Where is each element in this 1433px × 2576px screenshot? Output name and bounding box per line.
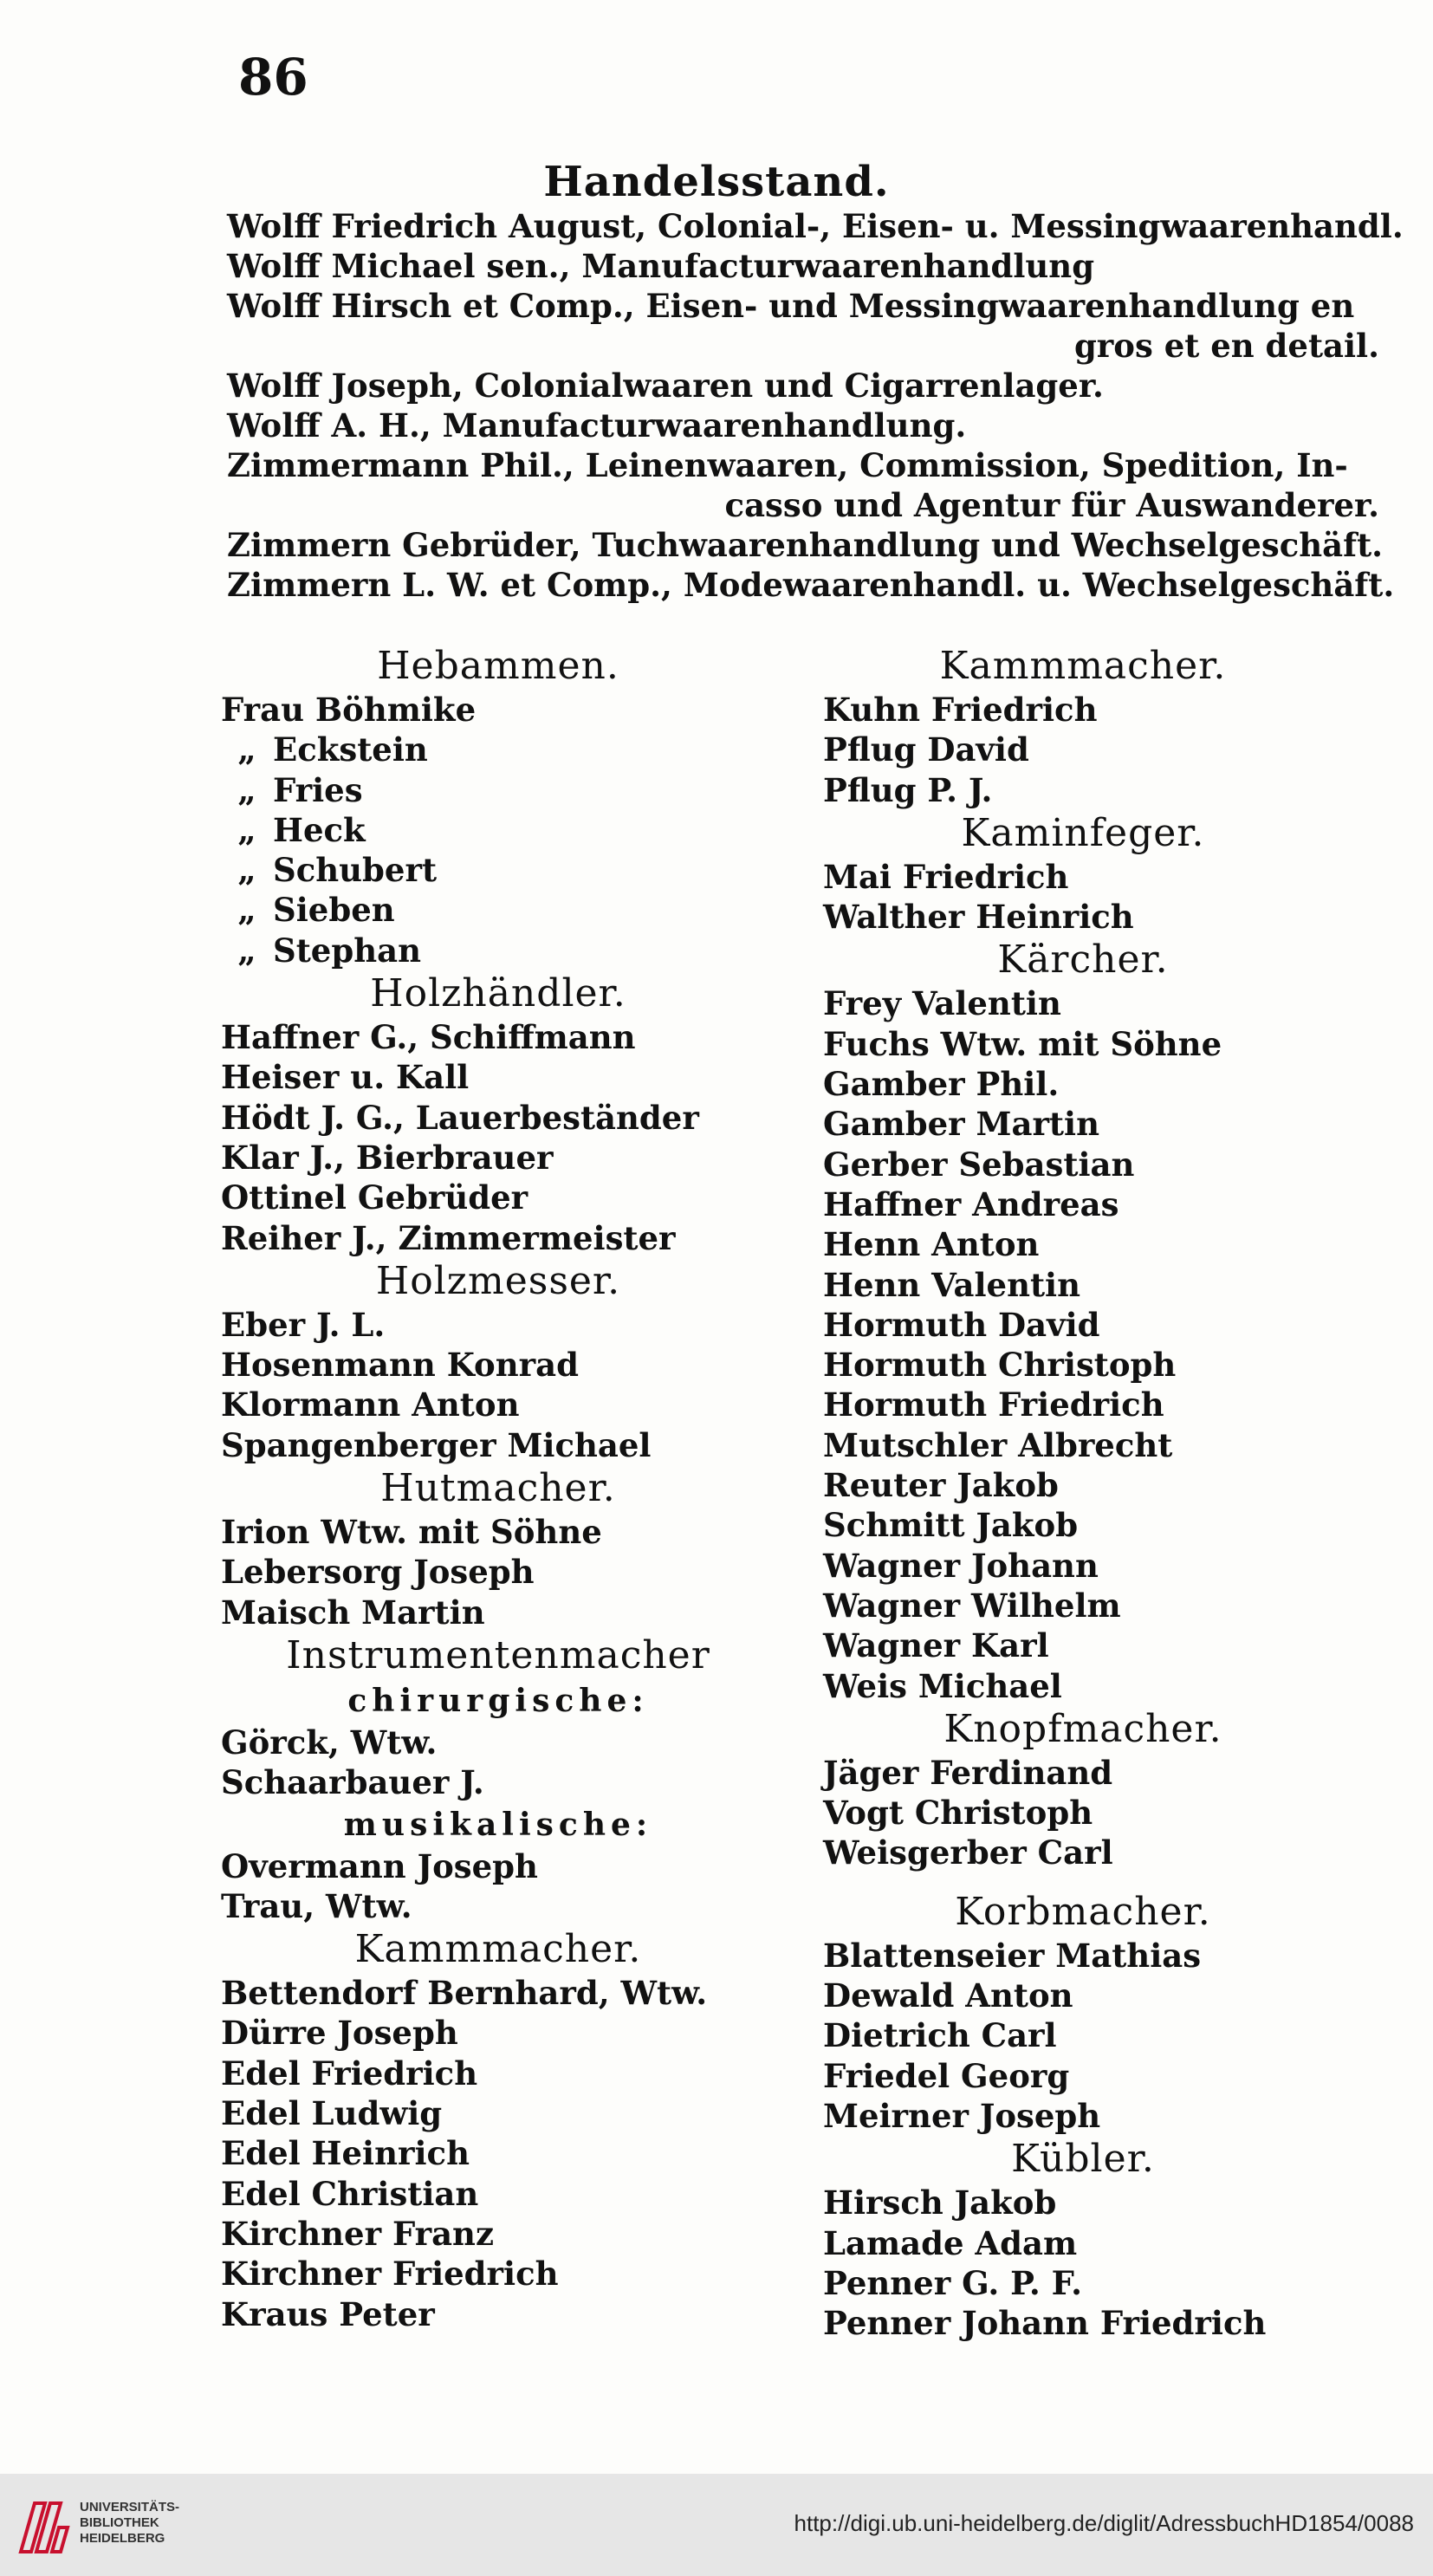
list-item: Hirsch Jakob [823, 2183, 1057, 2222]
list-item: Wolff Hirsch et Comp., Eisen- und Messingwaarenhandlung en [227, 287, 1355, 325]
list-item: Penner Johann Friedrich [823, 2304, 1267, 2343]
list-item: Meirner Joseph [823, 2096, 1101, 2135]
list-item: Kirchner Friedrich [221, 2255, 559, 2294]
list-item: Trau, Wtw. [221, 1886, 412, 1925]
handelsstand-list [227, 206, 1404, 605]
list-item: Dewald Anton [823, 1976, 1073, 2015]
section-heading-kammmacher: Kammmacher. [939, 644, 1227, 688]
list-item: Wagner Wilhelm [823, 1586, 1121, 1625]
list-item: Henn Anton [823, 1225, 1040, 1264]
list-item: Kuhn Friedrich [823, 691, 1098, 729]
list-item: Ottinel Gebrüder [221, 1178, 528, 1217]
left-column [221, 643, 775, 2334]
list-item: Irion Wtw. mit Söhne [221, 1513, 602, 1552]
section-heading-holzmesser: Holzmesser. [375, 1258, 621, 1303]
list-item: Edel Ludwig [221, 2094, 443, 2133]
section-heading-instrumentenmacher: Instrumentenmacher [286, 1632, 710, 1677]
library-name: UNIVERSITÄTS- BIBLIOTHEK HEIDELBERG [80, 2500, 180, 2546]
list-item: Edel Heinrich [221, 2134, 470, 2173]
list-item: Reuter Jakob [823, 1466, 1059, 1505]
list-item: Lamade Adam [823, 2223, 1078, 2262]
list-item: „ Heck [237, 810, 366, 849]
section-heading-korbmacher: Korbmacher. [955, 1889, 1211, 1934]
list-item: Kraus Peter [221, 2294, 435, 2333]
list-item: „ Fries [237, 770, 363, 809]
list-item: Eber J. L. [221, 1305, 386, 1344]
list-item: Bettendorf Bernhard, Wtw. [221, 1974, 708, 2013]
list-item: Klar J., Bierbrauer [221, 1138, 554, 1177]
subheading-chirurgische: chirurgische: [347, 1682, 649, 1719]
list-item: Frau Böhmike [221, 691, 477, 729]
section-heading-hebammen: Hebammen. [377, 644, 619, 688]
list-item: Blattenseier Mathias [823, 1936, 1202, 1975]
list-item: Kirchner Franz [221, 2214, 494, 2253]
list-item: Gamber Phil. [823, 1065, 1060, 1104]
list-item: Wolff Joseph, Colonialwaaren und Cigarrenlager. [227, 367, 1104, 405]
subheading-musikalische: musikalische: [343, 1806, 653, 1843]
source-url-link[interactable]: http://digi.ub.uni-heidelberg.de/diglit/AdressbuchHD1854/0088 [794, 2510, 1414, 2536]
list-item: Pflug David [823, 730, 1029, 769]
list-item: Hosenmann Konrad [221, 1346, 579, 1385]
right-column [823, 643, 1343, 2343]
list-item: Edel Christian [221, 2174, 479, 2213]
list-item: Wolff Michael sen., Manufacturwaarenhandlung [227, 247, 1095, 285]
list-item: Schmitt Jakob [823, 1506, 1079, 1545]
section-heading-hutmacher: Hutmacher. [380, 1466, 616, 1511]
list-item: Zimmermann Phil., Leinenwaaren, Commission, Spedition, In- [227, 446, 1348, 484]
list-item: Hödt J. G., Lauerbeständer [221, 1098, 699, 1137]
section-heading-knopfmacher: Knopfmacher. [943, 1706, 1222, 1751]
footer-bar [0, 2474, 1433, 2576]
list-item: „ Sieben [237, 891, 395, 930]
list-item: Schaarbauer J. [221, 1763, 484, 1802]
list-item: Zimmern Gebrüder, Tuchwaarenhandlung und Wechselgeschäft. [227, 526, 1384, 564]
list-item: Haffner G., Schiffmann [221, 1018, 636, 1057]
list-item: Dietrich Carl [823, 2016, 1057, 2055]
list-item: Wolff A. H., Manufacturwaarenhandlung. [227, 406, 967, 444]
list-item: Henn Valentin [823, 1265, 1081, 1304]
list-item: Overmann Joseph [221, 1846, 538, 1885]
section-heading-handelsstand: Handelsstand. [543, 158, 890, 206]
list-item: Spangenberger Michael [221, 1425, 652, 1464]
list-item: Heiser u. Kall [221, 1058, 470, 1097]
list-item: Pflug P. J. [823, 770, 993, 809]
list-item: Gamber Martin [823, 1105, 1099, 1144]
list-item: Gerber Sebastian [823, 1145, 1135, 1184]
list-item: Hormuth David [823, 1305, 1100, 1344]
list-item: Hormuth Friedrich [823, 1385, 1164, 1424]
list-item: Klormann Anton [221, 1385, 520, 1424]
list-item: Wagner Johann [823, 1546, 1099, 1585]
section-heading-kammmacher: Kammmacher. [354, 1927, 642, 1972]
list-item: Mutschler Albrecht [823, 1425, 1173, 1464]
list-item: Hormuth Christoph [823, 1346, 1177, 1385]
list-item: Reiher J., Zimmermeister [221, 1218, 676, 1257]
list-item: „ Stephan [237, 931, 421, 970]
list-item: Walther Heinrich [823, 898, 1134, 937]
list-item: Penner G. P. F. [823, 2263, 1083, 2302]
list-item: Frey Valentin [823, 984, 1061, 1023]
university-library-logo-icon [16, 2495, 71, 2557]
list-item-continuation: casso und Agentur für Auswanderer. [724, 486, 1379, 524]
list-item: Weis Michael [823, 1666, 1062, 1705]
list-item: Wolff Friedrich August, Colonial-, Eisen- u. Messingwaarenhandl. [227, 207, 1404, 245]
page-number: 86 [238, 48, 308, 107]
list-item: Weisgerber Carl [823, 1833, 1113, 1872]
section-heading-kuebler: Kübler. [1011, 2137, 1155, 2182]
section-heading-holzhaendler: Holzhändler. [370, 971, 626, 1016]
section-heading-kaminfeger: Kaminfeger. [961, 810, 1205, 855]
list-item: Friedel Georg [823, 2056, 1070, 2095]
list-item: Görck, Wtw. [221, 1723, 438, 1762]
list-item: Maisch Martin [221, 1593, 485, 1632]
list-item: Fuchs Wtw. mit Söhne [823, 1024, 1222, 1063]
list-item: Vogt Christoph [823, 1794, 1093, 1833]
list-item: Dürre Joseph [221, 2014, 458, 2053]
list-item: Zimmern L. W. et Comp., Modewaarenhandl. u. Wechselgeschäft. [227, 566, 1395, 604]
list-item: „ Schubert [237, 851, 438, 890]
list-item: Edel Friedrich [221, 2054, 478, 2093]
section-heading-kaercher: Kärcher. [997, 938, 1169, 983]
list-item: Lebersorg Joseph [221, 1553, 535, 1592]
list-item: „ Eckstein [237, 730, 428, 769]
list-item: Mai Friedrich [823, 857, 1069, 896]
list-item: Haffner Andreas [823, 1184, 1119, 1223]
list-item: Wagner Karl [823, 1626, 1049, 1665]
list-item-continuation: gros et en detail. [1073, 327, 1379, 365]
list-item: Jäger Ferdinand [823, 1753, 1113, 1792]
